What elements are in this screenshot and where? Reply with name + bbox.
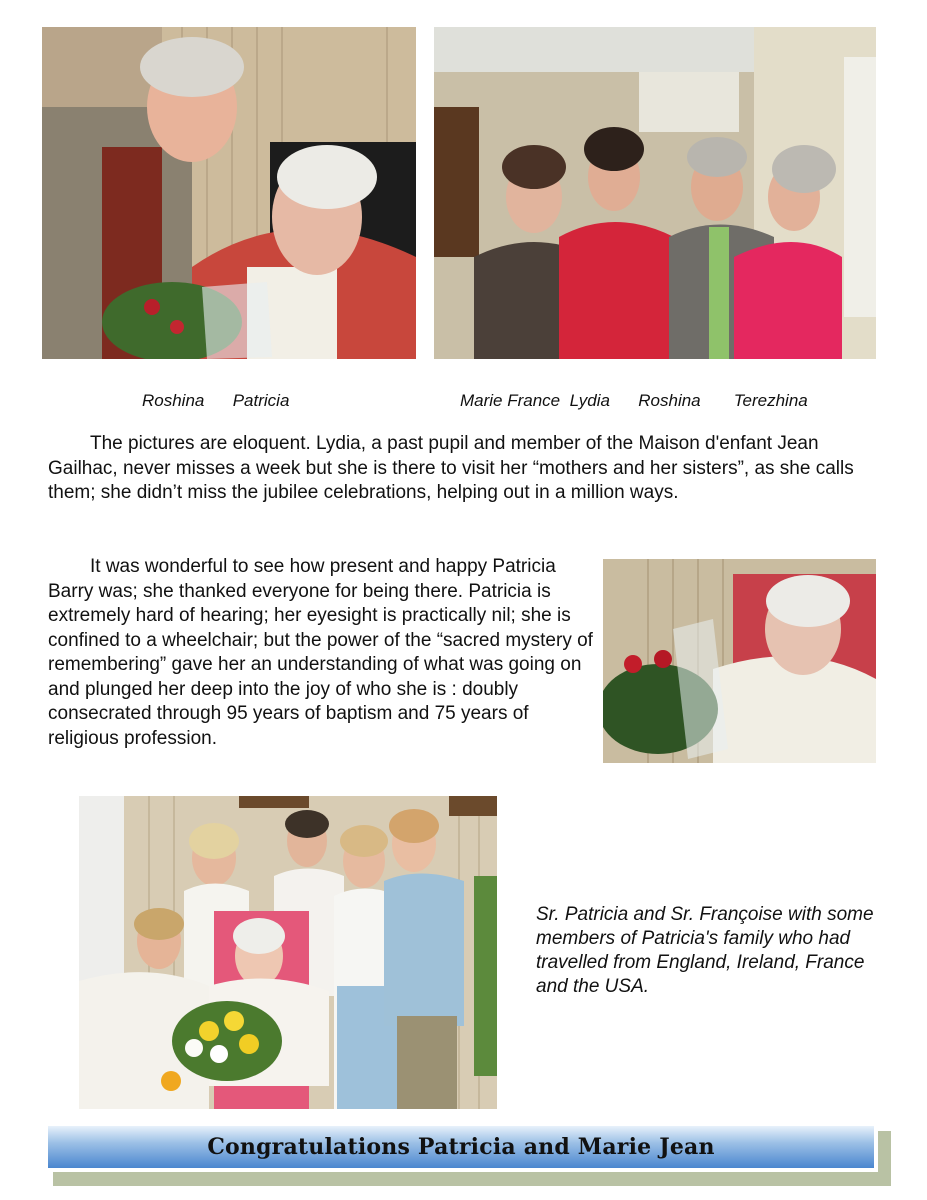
paragraph-2-text: It was wonderful to see how present and happy Patricia Barry was; she thanked everyone for being there. Patricia is extremely hard of hearing; her eyesight is practically nil; she is confined to a wheelchair; but the power of the “sacred mystery of remembering” gave her an understanding of what was going on and plunged her deep into the joy of who she is : doubly consecrated through 95 years of baptism and 75 years of religious profession. <box>48 556 593 749</box>
paragraph-2 <box>48 555 593 751</box>
caption-photo-2: Marie France Lydia Roshina Terezhina <box>460 391 808 410</box>
caption-family-photo: Sr. Patricia and Sr. Françoise with some members of Patricia's family who had travelled from England, Ireland, France and the USA. <box>536 904 874 997</box>
paragraph-1 <box>48 432 878 506</box>
caption-photo-1: Roshina Patricia <box>142 391 290 410</box>
banner-title: Congratulations Patricia and Marie Jean <box>207 1134 715 1160</box>
photo-four-women <box>434 27 876 359</box>
congratulations-banner <box>44 1122 878 1172</box>
photo-patricia-flowers <box>603 559 876 763</box>
photo-roshina-patricia <box>42 27 416 359</box>
photo-family-group <box>79 796 497 1109</box>
paragraph-1-text: The pictures are eloquent. Lydia, a past pupil and member of the Maison d'enfant Jean Gailhac, never misses a week but she is there to visit her “mothers and her sisters”, as she calls them; she didn’t miss the jubilee celebrations, helping out in a million ways. <box>48 433 854 503</box>
